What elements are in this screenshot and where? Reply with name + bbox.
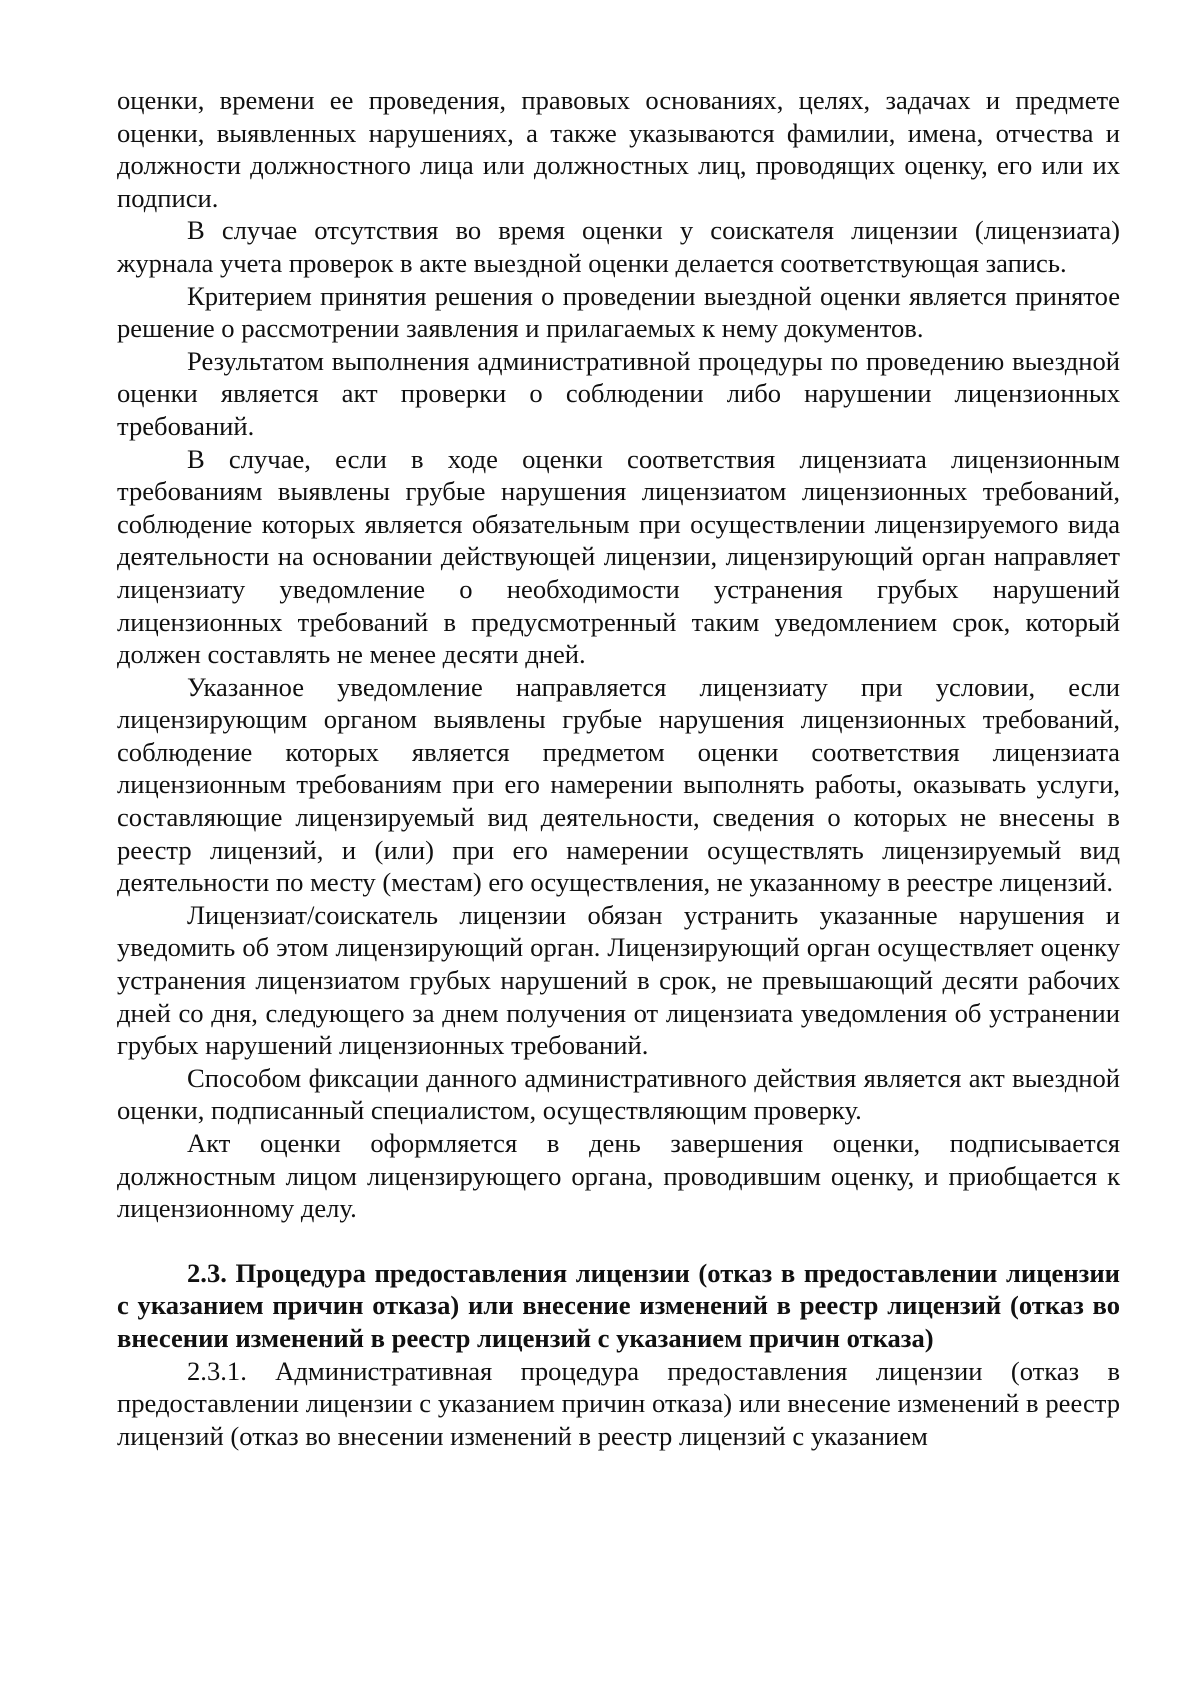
document-page [117, 84, 1120, 1452]
paragraph-5: В случае, если в ходе оценки соответствия лицензиата лицензионным требованиям выявлены грубые нарушения лицензиатом лицензионных требований, соблюдение которых является обязательным при осуществлении лицензируемого вида деятельности на основании действующей лицензии, лицензирующий орган направляет лицензиату уведомление о необходимости устранения грубых нарушений лицензионных требований в предусмотренный таким уведомлением срок, который должен составлять не менее десяти дней. [117, 443, 1120, 670]
paragraph-7: Лицензиат/соискатель лицензии обязан устранить указанные нарушения и уведомить об этом лицензирующий орган. Лицензирующий орган осуществляет оценку устранения лицензиатом грубых нарушений в срок, не превышающий десяти рабочих дней со дня, следующего за днем получения от лицензиата уведомления об устранении грубых нарушений лицензионных требований. [117, 899, 1120, 1061]
section-heading-2-3: 2.3. Процедура предоставления лицензии (отказ в предоставлении лицензии с указанием причин отказа) или внесение изменений в реестр лицензий (отказ во внесении изменений в реестр лицензий с указанием причин отказа) [117, 1257, 1120, 1353]
paragraph-2-3-1: 2.3.1. Административная процедура предоставления лицензии (отказ в предоставлении лицензии с указанием причин отказа) или внесение изменений в реестр лицензий (отказ во внесении изменений в реестр лицензий с указанием [117, 1355, 1120, 1451]
paragraph-8: Способом фиксации данного административного действия является акт выездной оценки, подписанный специалистом, осуществляющим проверку. [117, 1062, 1120, 1126]
paragraph-2: В случае отсутствия во время оценки у соискателя лицензии (лицензиата) журнала учета проверок в акте выездной оценки делается соответствующая запись. [117, 215, 1120, 278]
paragraph-3: Критерием принятия решения о проведении выездной оценки является принятое решение о рассмотрении заявления и прилагаемых к нему документов. [117, 280, 1120, 344]
paragraph-4: Результатом выполнения административной процедуры по проведению выездной оценки является акт проверки о соблюдении либо нарушении лицензионных требований. [117, 345, 1120, 441]
paragraph-9: Акт оценки оформляется в день завершения оценки, подписывается должностным лицом лицензирующего органа, проводившим оценку, и приобщается к лицензионному делу. [117, 1128, 1120, 1224]
paragraph-1: оценки, времени ее проведения, правовых основаниях, целях, задачах и предмете оценки, выявленных нарушениях, а также указываются фамилии, имена, отчества и должности должностного лица или должностных лиц, проводящих оценку, его или их подписи. [117, 85, 1120, 213]
paragraph-6: Указанное уведомление направляется лицензиату при условии, если лицензирующим органом выявлены грубые нарушения лицензионных требований, соблюдение которых является предметом оценки соответствия лицензиата лицензионным требованиям при его намерении выполнять работы, оказывать услуги, составляющие лицензируемый вид деятельности, сведения о которых не внесены в реестр лицензий, и (или) при его намерении осуществлять лицензируемый вид деятельности по месту (местам) его осуществления, не указанному в реестре лицензий. [117, 671, 1120, 898]
